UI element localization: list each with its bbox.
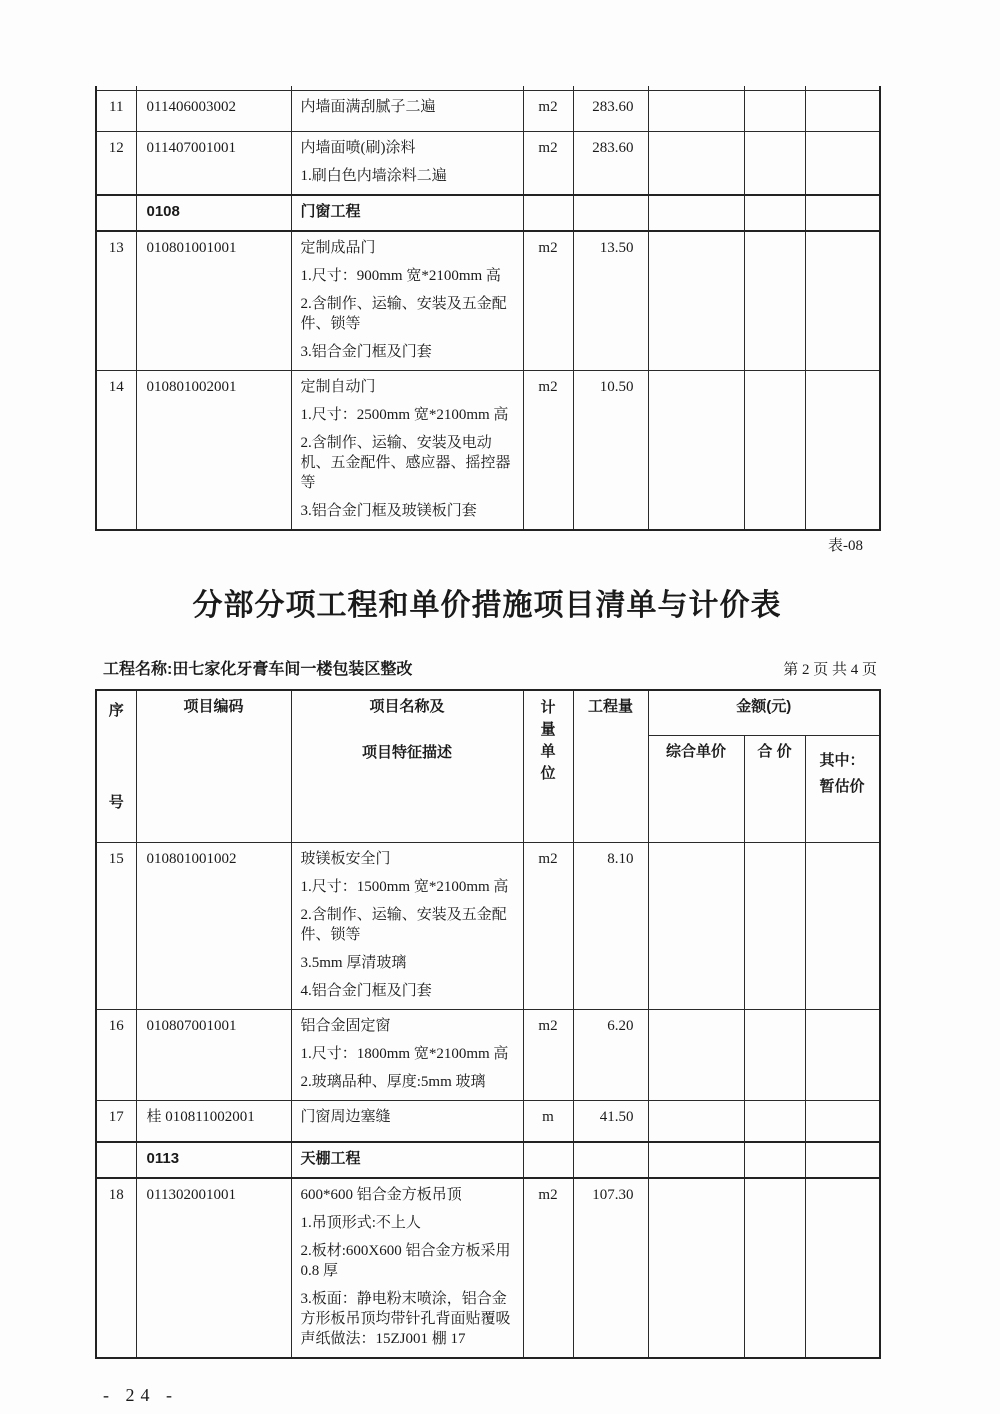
total-price-cell	[744, 1010, 805, 1101]
item-name: 门窗工程	[300, 203, 361, 220]
item-feature: 1.吊顶形式:不上人	[300, 1215, 421, 1231]
name-cell	[291, 1142, 523, 1178]
seq-cell: 18	[96, 1178, 136, 1358]
name-cell	[291, 91, 523, 132]
header-amount-group: 金额(元)	[648, 690, 880, 736]
page-number-info: 第 2 页 共 4 页	[783, 662, 877, 678]
table-row	[96, 91, 880, 132]
provisional-cell	[805, 1178, 880, 1358]
seq-cell: 14	[96, 371, 136, 531]
item-feature: 1.尺寸：2500mm 宽*2100mm 高	[300, 407, 509, 423]
item-feature: 4.铝合金门框及门套	[300, 983, 432, 999]
name-cell	[291, 843, 523, 1010]
section-row	[96, 195, 880, 231]
page-title: 分部分项工程和单价措施项目清单与计价表	[192, 589, 782, 622]
qty-cell: 6.20	[573, 1010, 648, 1101]
provisional-cell	[805, 132, 880, 196]
total-price-cell	[744, 231, 805, 371]
unit-price-cell	[648, 371, 744, 531]
table-row	[96, 1178, 880, 1358]
name-cell	[291, 231, 523, 371]
total-price-cell	[744, 1178, 805, 1358]
code-cell: 桂 010811002001	[136, 1101, 291, 1143]
code-cell: 011302001001	[136, 1178, 291, 1358]
table-row	[96, 231, 880, 371]
project-name: 工程名称:田七家化牙膏车间一楼包装区整改	[103, 661, 413, 678]
header-quantity: 工程量	[573, 690, 648, 843]
total-price-cell	[744, 195, 805, 231]
meta-row	[103, 656, 879, 679]
unit-cell: m2	[523, 91, 573, 132]
unit-price-cell	[648, 1101, 744, 1143]
item-name: 铝合金固定窗	[300, 1018, 391, 1034]
qty-cell	[573, 195, 648, 231]
code-cell: 0108	[136, 195, 291, 231]
item-name: 玻镁板安全门	[300, 851, 391, 867]
name-cell	[291, 132, 523, 196]
item-feature: 1.刷白色内墙涂料二遍	[300, 168, 447, 184]
header-name-line1: 项目名称及	[369, 698, 445, 715]
item-name: 内墙面喷(刷)涂料	[300, 140, 416, 156]
seq-cell	[96, 1142, 136, 1178]
header-unit-price: 综合单价	[648, 736, 744, 843]
unit-cell	[523, 195, 573, 231]
provisional-cell	[805, 843, 880, 1010]
seq-cell: 15	[96, 843, 136, 1010]
unit-cell: m2	[523, 1178, 573, 1358]
seq-cell: 11	[96, 91, 136, 132]
code-cell: 0113	[136, 1142, 291, 1178]
name-cell	[291, 195, 523, 231]
item-feature: 2.含制作、运输、安装及五金配件、锁等	[300, 907, 507, 943]
item-feature: 1.尺寸：1500mm 宽*2100mm 高	[300, 879, 509, 895]
table-row	[96, 371, 880, 531]
header-name	[291, 690, 523, 843]
provisional-cell	[805, 231, 880, 371]
item-feature: 3.板面：静电粉末喷涂，铝合金方形板吊顶均带针孔背面贴覆吸声纸做法：15ZJ001 棚 17	[300, 1291, 511, 1347]
table-row	[96, 843, 880, 1010]
item-name: 定制自动门	[300, 379, 376, 395]
total-price-cell	[744, 1142, 805, 1178]
table-row	[96, 1101, 880, 1143]
unit-price-cell	[648, 231, 744, 371]
total-price-cell	[744, 371, 805, 531]
unit-cell: m2	[523, 132, 573, 196]
qty-cell: 283.60	[573, 91, 648, 132]
form-number-label: 表-08	[828, 538, 863, 554]
unit-price-cell	[648, 843, 744, 1010]
item-feature: 1.尺寸：900mm 宽*2100mm 高	[300, 268, 501, 284]
total-price-cell	[744, 1101, 805, 1143]
item-name: 天棚工程	[300, 1150, 361, 1167]
item-name: 内墙面满刮腻子二遍	[300, 99, 436, 115]
boq-table-continued	[95, 86, 881, 531]
unit-cell: m2	[523, 843, 573, 1010]
total-price-cell	[744, 91, 805, 132]
code-cell: 010801001002	[136, 843, 291, 1010]
unit-price-cell	[648, 195, 744, 231]
code-cell: 011406003002	[136, 91, 291, 132]
item-feature: 2.玻璃品种、厚度:5mm 玻璃	[300, 1074, 486, 1090]
table-row	[96, 1010, 880, 1101]
item-name: 定制成品门	[300, 240, 376, 256]
unit-cell: m2	[523, 1010, 573, 1101]
provisional-cell	[805, 1010, 880, 1101]
item-feature: 2.含制作、运输、安装及五金配件、锁等	[300, 296, 507, 332]
header-seq-bottom: 号	[108, 794, 124, 811]
header-seq	[96, 690, 136, 843]
footer-page-number: - 24 -	[103, 1385, 178, 1405]
unit-cell	[523, 1142, 573, 1178]
unit-cell: m2	[523, 231, 573, 371]
total-price-cell	[744, 132, 805, 196]
qty-cell: 41.50	[573, 1101, 648, 1143]
seq-cell: 17	[96, 1101, 136, 1143]
table-row	[96, 132, 880, 196]
unit-price-cell	[648, 1010, 744, 1101]
header-total-price: 合 价	[744, 736, 805, 843]
item-feature: 2.含制作、运输、安装及电动机、五金配件、感应器、摇控器等	[300, 435, 511, 491]
item-feature: 3.铝合金门框及玻镁板门套	[300, 503, 477, 519]
item-feature: 3.5mm 厚清玻璃	[300, 955, 407, 971]
provisional-cell	[805, 371, 880, 531]
code-cell: 010807001001	[136, 1010, 291, 1101]
seq-cell	[96, 195, 136, 231]
header-unit: 计量单位	[523, 690, 573, 843]
name-cell	[291, 371, 523, 531]
item-feature: 1.尺寸：1800mm 宽*2100mm 高	[300, 1046, 509, 1062]
qty-cell: 13.50	[573, 231, 648, 371]
qty-cell	[573, 1142, 648, 1178]
boq-table-main	[95, 689, 881, 1359]
provisional-cell	[805, 91, 880, 132]
qty-cell: 10.50	[573, 371, 648, 531]
unit-price-cell	[648, 1142, 744, 1178]
header-seq-top: 序	[108, 702, 124, 719]
unit-price-cell	[648, 91, 744, 132]
seq-cell: 12	[96, 132, 136, 196]
seq-cell: 16	[96, 1010, 136, 1101]
section-row	[96, 1142, 880, 1178]
unit-cell: m	[523, 1101, 573, 1143]
unit-price-cell	[648, 132, 744, 196]
name-cell	[291, 1101, 523, 1143]
qty-cell: 8.10	[573, 843, 648, 1010]
unit-cell: m2	[523, 371, 573, 531]
header-provisional: 其中： 暂估价	[805, 736, 880, 843]
provisional-cell	[805, 195, 880, 231]
qty-cell: 107.30	[573, 1178, 648, 1358]
name-cell	[291, 1010, 523, 1101]
provisional-cell	[805, 1142, 880, 1178]
qty-cell: 283.60	[573, 132, 648, 196]
header-name-line2: 项目特征描述	[361, 744, 452, 761]
header-code: 项目编码	[136, 690, 291, 843]
unit-price-cell	[648, 1178, 744, 1358]
table-header	[96, 690, 880, 843]
item-feature: 2.板材:600X600 铝合金方板采用 0.8 厚	[300, 1243, 511, 1279]
seq-cell: 13	[96, 231, 136, 371]
item-feature: 3.铝合金门框及门套	[300, 344, 432, 360]
code-cell: 010801002001	[136, 371, 291, 531]
item-name: 600*600 铝合金方板吊顶	[300, 1187, 462, 1203]
item-name: 门窗周边塞缝	[300, 1109, 391, 1125]
code-cell: 010801001001	[136, 231, 291, 371]
name-cell	[291, 1178, 523, 1358]
provisional-cell	[805, 1101, 880, 1143]
code-cell: 011407001001	[136, 132, 291, 196]
total-price-cell	[744, 843, 805, 1010]
